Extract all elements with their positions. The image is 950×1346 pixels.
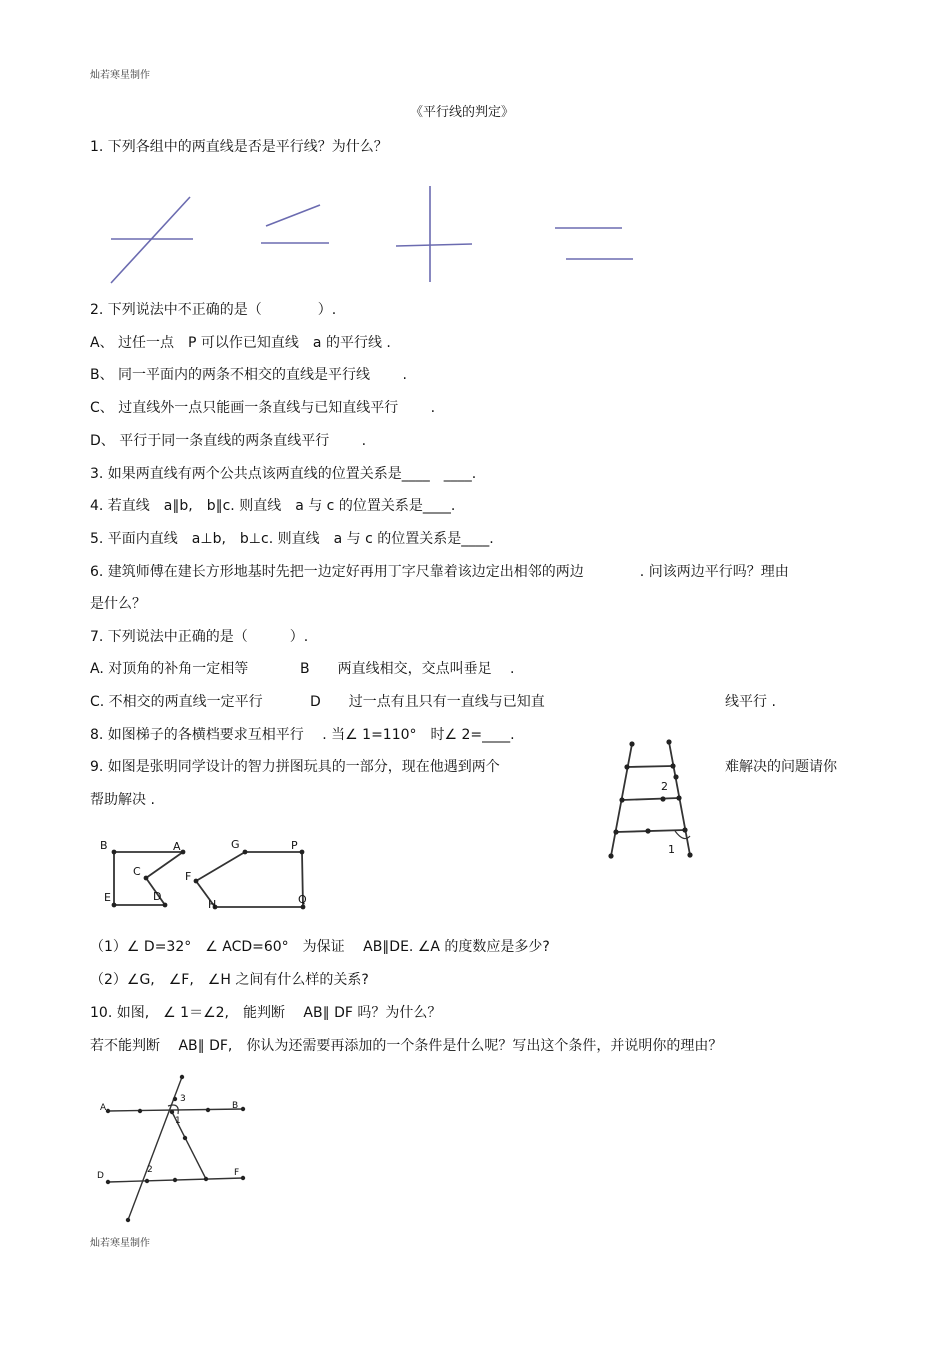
question-10-line2: 若不能判断 AB∥ DF, 你认为还需要再添加的一个条件是什么呢？写出这个条件，并说明你的理由？ — [90, 1038, 723, 1054]
puzzle-label-a: A — [173, 840, 181, 853]
puzzle-label-h: H — [208, 898, 217, 911]
question-9-line1: 9. 如图是张明同学设计的智力拼图玩具的一部分，现在他遇到两个 — [90, 759, 500, 775]
q7-option-d: D 过一点有且只有一直线与已知直 — [310, 694, 545, 710]
ladder-angle-1-label: 1 — [668, 843, 675, 856]
document-title: 《平行线的判定》 — [410, 105, 515, 120]
q10-label-d: D — [97, 1171, 104, 1181]
q10-label-a: A — [100, 1103, 107, 1113]
q7-option-a: A. 对顶角的补角一定相等 — [90, 661, 249, 677]
q7-option-c: C. 不相交的两直线一定平行 — [90, 694, 263, 710]
q10-label-b: B — [232, 1101, 239, 1111]
header-watermark: 灿若寒星制作 — [90, 70, 150, 81]
question-9-line2: 帮助解决 . — [90, 792, 155, 808]
question-9-line1-tail: 难解决的问题请你 — [725, 759, 837, 775]
question-9-sub2: （2）∠G, ∠F, ∠H 之间有什么样的关系? — [90, 972, 369, 988]
footer-watermark: 灿若寒星制作 — [90, 1238, 150, 1249]
question-3: 3. 如果两直线有两个公共点该两直线的位置关系是____ ____. — [90, 466, 477, 482]
q10-angle-3-label: 3 — [180, 1094, 186, 1104]
ladder-angle-2-label: 2 — [661, 780, 668, 793]
question-9-sub1: （1）∠ D=32° ∠ ACD=60° 为保证 AB∥DE. ∠A 的度数应是多少? — [90, 939, 550, 955]
question-4: 4. 若直线 a∥b, b∥c. 则直线 a 与 c 的位置关系是____. — [90, 498, 456, 514]
puzzle-label-p: P — [291, 839, 298, 852]
q2-option-b: B、 同一平面内的两条不相交的直线是平行线 . — [90, 367, 407, 383]
q2-option-d: D、 平行于同一条直线的两条直线平行 . — [90, 433, 367, 449]
q10-angle-2-label: 2 — [147, 1165, 153, 1175]
q10-angle-1-label: 1 — [175, 1116, 181, 1126]
puzzle-label-g: G — [231, 838, 240, 851]
question-7: 7. 下列说法中正确的是（ ）. — [90, 629, 309, 645]
question-10-line1: 10. 如图, ∠ 1＝∠2, 能判断 AB∥ DF 吗？为什么？ — [90, 1005, 442, 1021]
q7-option-b: B 两直线相交，交点叫垂足 . — [300, 661, 515, 677]
q2-option-c: C、 过直线外一点只能画一条直线与已知直线平行 . — [90, 400, 436, 416]
puzzle-label-q: Q — [298, 893, 307, 906]
question-6-line2: 是什么？ — [90, 596, 146, 612]
puzzle-label-c: C — [133, 865, 141, 878]
question-5: 5. 平面内直线 a⊥b, b⊥c. 则直线 a 与 c 的位置关系是____. — [90, 531, 494, 547]
puzzle-label-b: B — [100, 839, 108, 852]
question-1: 1. 下列各组中的两直线是否是平行线？为什么？ — [90, 139, 388, 155]
puzzle-label-d: D — [153, 890, 162, 903]
q7-option-d-tail: 线平行 . — [725, 694, 776, 710]
q10-label-f: F — [234, 1168, 240, 1178]
puzzle-label-f: F — [185, 870, 192, 883]
q2-option-a: A、 过任一点 P 可以作已知直线 a 的平行线 . — [90, 335, 391, 351]
question-2: 2. 下列说法中不正确的是（ ）. — [90, 302, 337, 318]
puzzle-label-e: E — [104, 891, 111, 904]
question-6-line1: 6. 建筑师傅在建长方形地基时先把一边定好再用丁字尺靠着该边定出相邻的两边 . 问该两边平行吗？理由 — [90, 564, 789, 580]
question-8: 8. 如图梯子的各横档要求互相平行 . 当∠ 1=110° 时∠ 2=____. — [90, 727, 515, 743]
